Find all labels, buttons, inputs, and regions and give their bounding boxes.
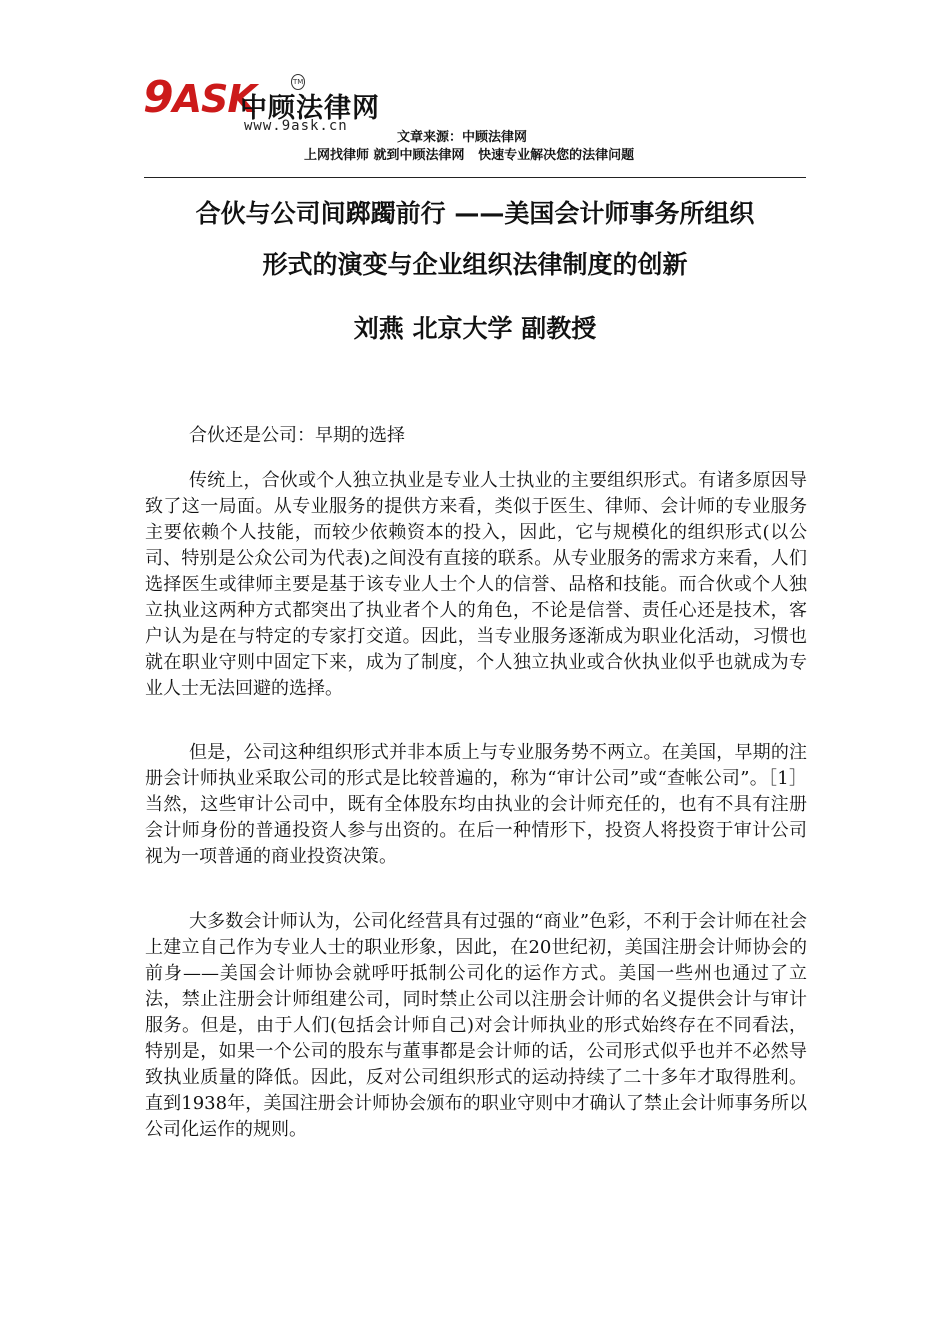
paragraph: 传统上，合伙或个人独立执业是专业人士执业的主要组织形式。有诸多原因导致了这一局面。从专业服务的提供方来看，类似于医生、律师、会计师的专业服务主要依赖个人技能，而较少依赖资本的投入，因此，它与规模化的组织形式(以公司、特别是公众公司为代表)之间没有直接的联系。从专业服务的需求方来看，人们选择医生或律师主要是基于该专业人士个人的信誉、品格和技能。而合伙或个人独立执业这两种方式都突出了执业者个人的角色，不论是信誉、责任心还是技术，客户认为是在与特定的专家打交道。因此，当专业服务逐渐成为职业化活动，习惯也就在职业守则中固定下来，成为了制度，个人独立执业或合伙执业似乎也就成为专业人士无法回避的选择。 — [145, 470, 807, 699]
logo-brand-law: 法律网 — [296, 93, 380, 124]
article-title — [120, 188, 830, 290]
paragraph: 但是，公司这种组织形式并非本质上与专业服务势不两立。在美国，早期的注册会计师执业采取公司的形式是比较普遍的，称为“审计公司”或“查帐公司”。［1］当然，这些审计公司中，既有全体股东均由执业的会计师充任的，也有不具有注册会计师身份的普通投资人参与出资的。在后一种情形下，投资人将投资于审计公司视为一项普通的商业投资决策。 — [145, 742, 807, 867]
logo-url: www.9ask.cn — [244, 118, 348, 134]
title-line-1: 合伙与公司间踯躅前行 ——美国会计师事务所组织 — [195, 199, 755, 228]
section-heading: 合伙还是公司：早期的选择 — [189, 425, 405, 446]
title-line-2: 形式的演变与企业组织法律制度的创新 — [262, 250, 688, 279]
article-author: 刘燕 北京大学 副教授 — [353, 314, 597, 343]
paragraph: 大多数会计师认为，公司化经营具有过强的“商业”色彩，不利于会计师在社会上建立自己作为专业人士的职业形象，因此，在20世纪初，美国注册会计师协会的前身——美国会计师协会就呼吁抵制公司化的运作方式。美国一些州也通过了立法，禁止注册会计师组建公司，同时禁止公司以注册会计师的名义提供会计与审计服务。但是，由于人们(包括会计师自己)对会计师执业的形式始终存在不同看法，特别是，如果一个公司的股东与董事都是会计师的话，公司形式似乎也并不必然导致执业质量的降低。因此，反对公司组织形式的运动持续了二十多年才取得胜利。直到1938年，美国注册会计师协会颁布的职业守则中才确认了禁止会计师事务所以公司化运作的规则。 — [145, 911, 807, 1140]
trademark-icon: TM — [291, 74, 305, 90]
header-divider — [144, 177, 806, 178]
logo-brand-cn: 中顾 — [240, 93, 296, 124]
logo-ask: ASK — [172, 77, 256, 121]
logo-nine: 9 — [143, 72, 173, 123]
site-slogan: 上网找律师 就到中顾法律网 快速专业解决您的法律问题 — [304, 148, 635, 163]
logo-mark — [143, 72, 256, 123]
site-logo[interactable] — [143, 74, 393, 134]
article-source: 文章来源：中顾法律网 — [397, 130, 528, 145]
